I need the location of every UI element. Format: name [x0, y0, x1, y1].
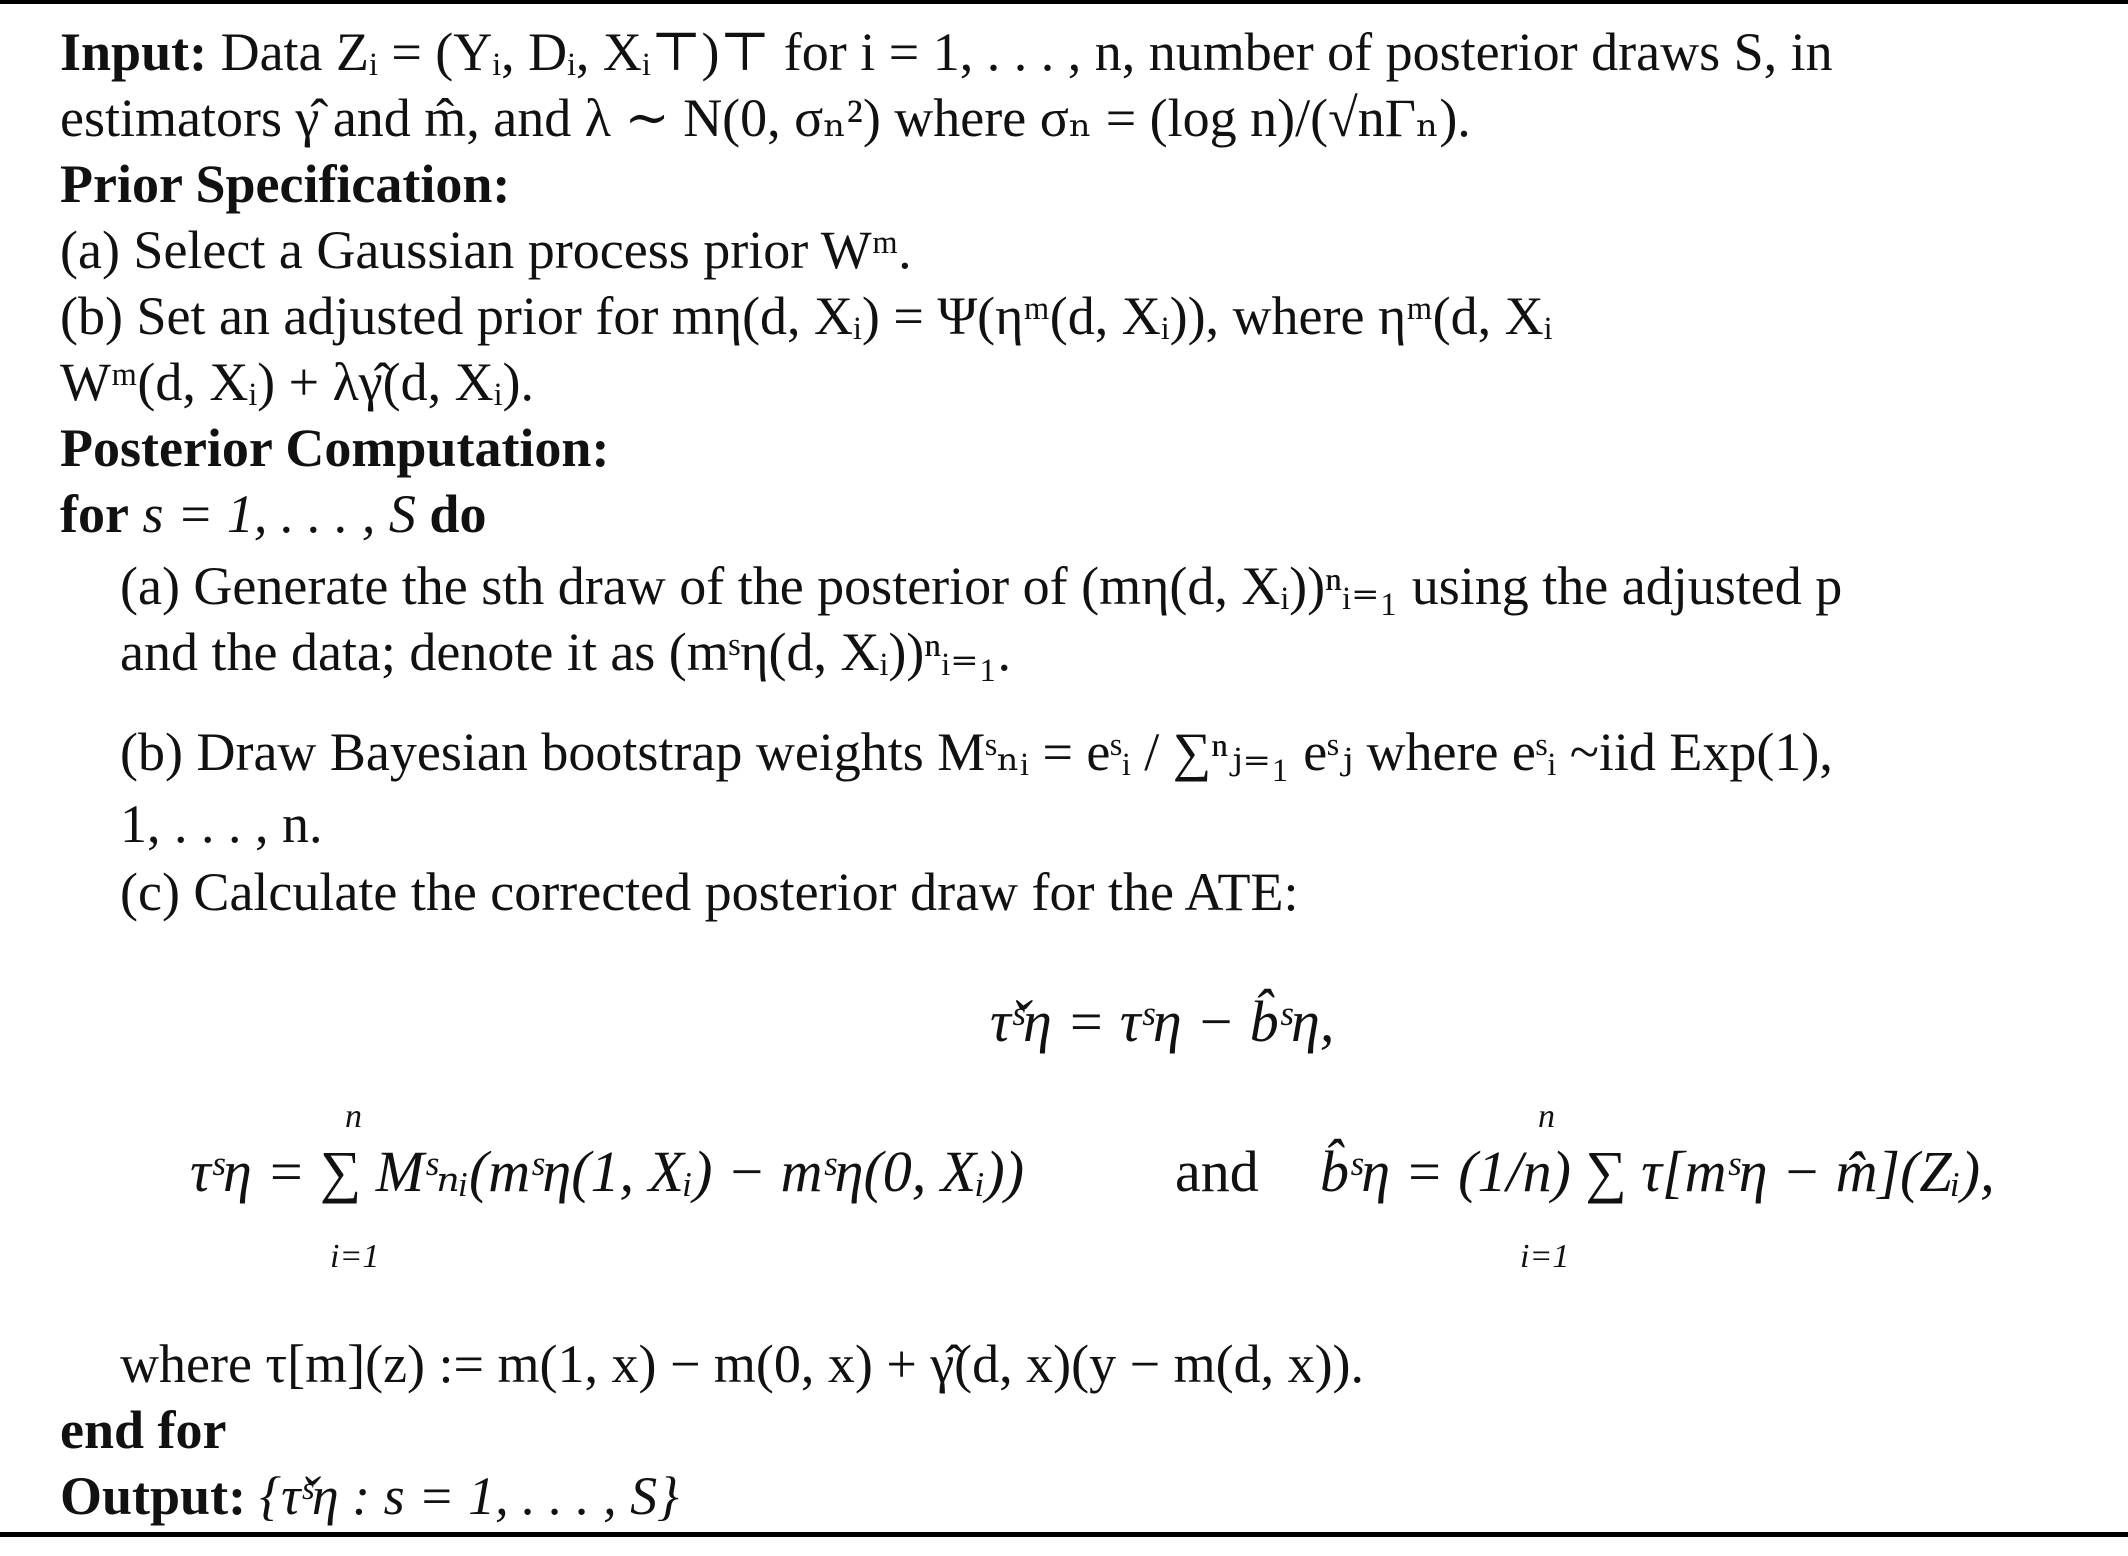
input-line-2	[60, 88, 1471, 148]
output-label: Output:	[60, 1466, 247, 1526]
output-line	[60, 1466, 679, 1526]
for-line	[60, 484, 486, 544]
end-for: end for	[60, 1400, 227, 1460]
step-a-line-2: and the data; denote it as (mˢη(d, Xᵢ))ⁿᵢ₌₁.	[120, 622, 1011, 682]
step-b-line-2: 1, . . . , n.	[120, 794, 323, 854]
top-rule	[0, 0, 2128, 4]
sum-lower-limit-right: i=1	[1520, 1238, 1570, 1275]
output-text: {τ̌ˢη : s = 1, . . . , S}	[259, 1466, 679, 1526]
input-line-1	[60, 22, 1833, 82]
prior-step-b-line-1: (b) Set an adjusted prior for mη(d, Xᵢ) = Ψ(ηᵐ(d, Xᵢ)), where ηᵐ(d, Xᵢ	[60, 286, 1553, 346]
step-a-line-1: (a) Generate the sth draw of the posterior of (mη(d, Xᵢ))ⁿᵢ₌₁ using the adjusted p	[120, 556, 1843, 616]
input-label: Input:	[60, 22, 208, 82]
prior-step-a: (a) Select a Gaussian process prior Wᵐ.	[60, 220, 912, 280]
bottom-rule	[0, 1532, 2128, 1537]
input-text-2: estimators γ̂ and m̂, and λ ∼ N(0, σₙ²) where σₙ = (log n)/(√nΓₙ).	[60, 88, 1471, 148]
prior-step-b-line-2: Wᵐ(d, Xᵢ) + λγ̂(d, Xᵢ).	[60, 352, 534, 412]
for-keyword: for	[60, 484, 129, 544]
for-condition: s = 1, . . . , S	[142, 484, 416, 544]
where-line: where τ[m](z) := m(1, x) − m(0, x) + γ̂(d, x)(y − m(d, x)).	[120, 1334, 1365, 1394]
prior-heading: Prior Specification:	[60, 154, 511, 214]
sum-lower-limit-left: i=1	[330, 1238, 380, 1275]
tau-left-expr: τˢη = ∑ Mˢₙᵢ(mˢη(1, Xᵢ) − mˢη(0, Xᵢ))	[190, 1139, 1025, 1204]
input-text-1: Data Zᵢ = (Yᵢ, Dᵢ, Xᵢ⊤)⊤ for i = 1, . . . , n, number of posterior draws S, in	[220, 22, 1833, 82]
sum-upper-limit-right: n	[1538, 1098, 1555, 1135]
equation-corrected-draw: τ̌ˢη = τˢη − b̂ˢη,	[990, 989, 1335, 1054]
do-keyword: do	[429, 484, 487, 544]
equation-bias-right: b̂ˢη = (1/n) ∑ τ[mˢη − m̂](Zᵢ),	[1320, 1139, 1995, 1204]
equation-tau-left	[190, 1140, 1024, 1204]
equation-and: and	[1175, 1139, 1259, 1204]
posterior-heading: Posterior Computation:	[60, 418, 610, 478]
step-c: (c) Calculate the corrected posterior draw for the ATE:	[120, 862, 1299, 922]
step-b-line-1: (b) Draw Bayesian bootstrap weights Mˢₙᵢ = eˢᵢ / ∑ⁿⱼ₌₁ eˢⱼ where eˢᵢ ~iid Exp(1),	[120, 722, 1833, 782]
sum-upper-limit-left: n	[345, 1098, 362, 1135]
